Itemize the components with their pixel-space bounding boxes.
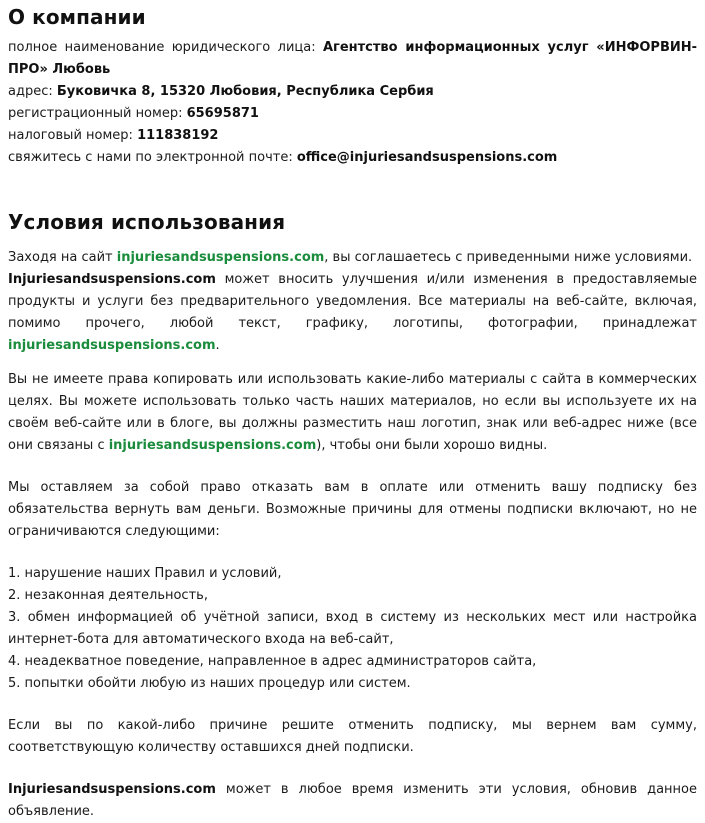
intro-text-before: Заходя на сайт	[8, 250, 117, 265]
brand-name: Injuriesandsuspensions.com	[8, 782, 216, 797]
spacer	[8, 235, 697, 247]
modifications-text: может вносить улучшения и/или изменения в предоставляемые продукты и услуги без предварительного уведомления. Все материалы на веб-сайте, включая, помимо прочего, любой текст, графику, логотипы, фотографии, принадлежат	[8, 272, 697, 331]
site-link[interactable]: injuriesandsuspensions.com	[116, 250, 325, 265]
spacer	[8, 357, 697, 369]
list-item: 5. попытки обойти любую из наших процедур или систем.	[8, 676, 411, 691]
registration-number-label: регистрационный номер:	[8, 106, 183, 121]
address-value: Буковичка 8, 15320 Любовия, Республика Сербия	[56, 84, 434, 99]
address-line	[8, 81, 697, 103]
legal-name-line	[8, 37, 697, 81]
copyright-text: Вы не имеете права копировать или использовать какие-либо материалы с сайта в коммерческих целях. Вы можете использовать только часть наших материалов, но если вы используете их на своём веб-сайте или в блоге, вы должны разместить наш логотип, знак или веб-адрес ниже (все они связаны с	[8, 372, 697, 453]
list-item: 3. обмен информацией об учётной записи, вход в систему из нескольких мест или настройка интернет-бота для автоматического входа на веб-сайт,	[8, 610, 697, 647]
terms-paragraph-refund: Если вы по какой-либо причине решите отменить подписку, мы вернем вам сумму, соответствующую количеству оставшихся дней подписки.	[8, 718, 697, 755]
list-item: 1. нарушение наших Правил и условий,	[8, 566, 282, 581]
site-link[interactable]: injuriesandsuspensions.com	[8, 338, 216, 353]
terms-paragraph-changes	[8, 779, 697, 823]
terms-section-heading: Условия использования	[8, 210, 286, 234]
spacer	[8, 695, 697, 715]
spacer	[8, 759, 697, 779]
list-item: 2. незаконная деятельность,	[8, 588, 208, 603]
legal-name-value: Агентство информационных услуг «ИНФОРВИН-ПРО» Любовь	[8, 40, 698, 77]
tax-number-label: налоговый номер:	[8, 128, 133, 143]
registration-number-line	[8, 103, 697, 125]
about-section-heading: О компании	[8, 5, 146, 29]
cancellation-reasons-list	[8, 563, 697, 695]
tax-number-line	[8, 125, 697, 147]
terms-paragraph-copyright	[8, 369, 697, 457]
terms-paragraph-cancellation: Мы оставляем за собой право отказать вам в оплате или отменить вашу подписку без обязательства вернуть вам деньги. Возможные причины для отмены подписки включают, но не ограничиваются следующими:	[8, 480, 697, 539]
spacer	[8, 169, 697, 207]
changes-text: может в любое время изменить эти условия, обновив данное объявление.	[8, 782, 697, 819]
site-link[interactable]: injuriesandsuspensions.com	[108, 438, 317, 453]
contact-email-label: свяжитесь с нами по электронной почте:	[8, 150, 293, 165]
modifications-text-end: .	[215, 338, 220, 353]
list-item: 4. неадекватное поведение, направленное в адрес администраторов сайта,	[8, 654, 537, 669]
spacer	[8, 543, 697, 563]
terms-paragraph-intro	[8, 247, 697, 269]
spacer	[8, 30, 697, 37]
terms-paragraph-modifications	[8, 269, 697, 357]
intro-text-after: , вы соглашаетесь с приведенными ниже условиями.	[324, 250, 693, 265]
registration-number-value: 65695871	[186, 106, 259, 121]
legal-name-label: полное наименование юридического лица:	[8, 40, 316, 55]
brand-name: Injuriesandsuspensions.com	[8, 272, 216, 287]
tax-number-value: 111838192	[137, 128, 219, 143]
copyright-text-after: ), чтобы они были хорошо видны.	[316, 438, 548, 453]
spacer	[8, 457, 697, 477]
address-label: адрес:	[8, 84, 53, 99]
contact-email-value[interactable]: office@injuriesandsuspensions.com	[296, 150, 558, 165]
contact-email-line	[8, 147, 697, 169]
